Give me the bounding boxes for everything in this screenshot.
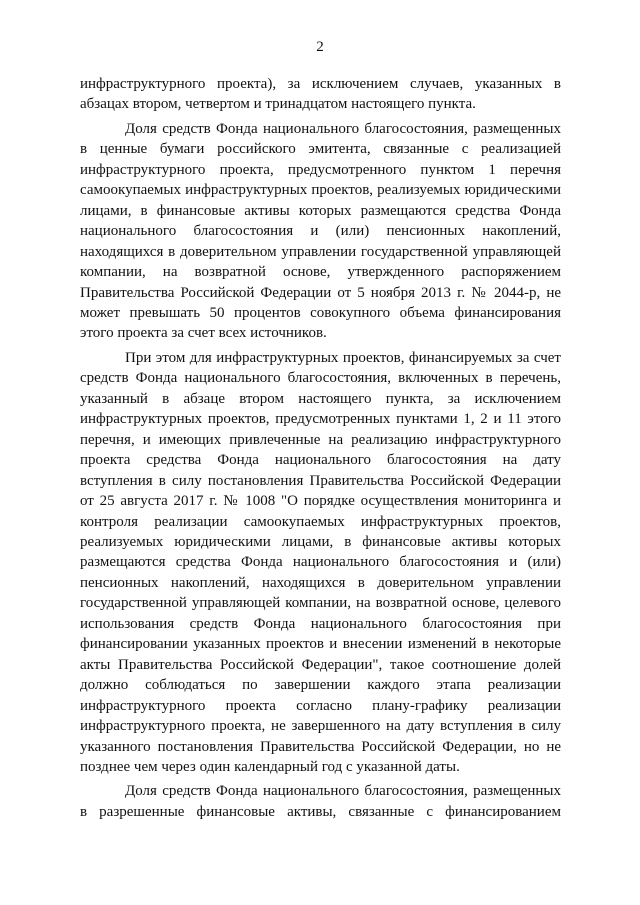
paragraph-permitted-assets: Доля средств Фонда национального благосостояния, размещенных в разрешенные финансовые активы, связанные с финансированием: [80, 783, 561, 820]
paragraph-existing-projects: При этом для инфраструктурных проектов, финансируемых за счет средств Фонда национального благосостояния, включенных в перечень, указанный в абзаце втором настоящего пункта, за исключением инфраструктурных проектов, предусмотренных пунктами 1, 2 и 11 этого перечня, и имеющих привлеченные на реализацию инфраструктурного проекта средства Фонда национального благосостояния на дату вступления в силу постановления Правительства Российской Федерации от 25 августа 2017 г. № 1008 "О порядке осуществления мониторинга и контроля реализации самоокупаемых инфраструктурных проектов, реализуемых юридическими лицами, в финансовые активы которых размещаются средства Фонда национального благосостояния и (или) пенсионных накоплений, находящихся в доверительном управлении государственной управляющей компании, на возвратной основе, целевого использования средств Фонда национального благосостояния при финансировании указанных проектов и внесении изменений в некоторые акты Правительства Российской Федерации", такое соотношение долей должно соблюдаться по завершении каждого этапа реализации инфраструктурного проекта согласно плану-графику реализации инфраструктурного проекта, не завершенного на дату вступления в силу указанного постановления Правительства Российской Федерации, но не позднее чем через один календарный год с указанной даты.: [80, 349, 561, 775]
page-number: 2: [316, 39, 324, 55]
paragraph-continuation: инфраструктурного проекта), за исключением случаев, указанных в абзацах втором, четвертом и тринадцатом настоящего пункта.: [80, 76, 561, 113]
document-body: [80, 74, 561, 826]
paragraph-share-limit: Доля средств Фонда национального благосостояния, размещенных в ценные бумаги российского эмитента, связанные с реализацией инфраструктурного проекта, предусмотренного пунктом 1 перечня самоокупаемых инфраструктурных проектов, реализуемых юридическими лицами, в финансовые активы которых размещаются средства Фонда национального благосостояния и (или) пенсионных накоплений, находящихся в доверительном управлении государственной управляющей компании, на возвратной основе, утвержденного распоряжением Правительства Российской Федерации от 5 ноября 2013 г. № 2044-р, не может превышать 50 процентов совокупного объема финансирования этого проекта за счет всех источников.: [80, 120, 561, 342]
